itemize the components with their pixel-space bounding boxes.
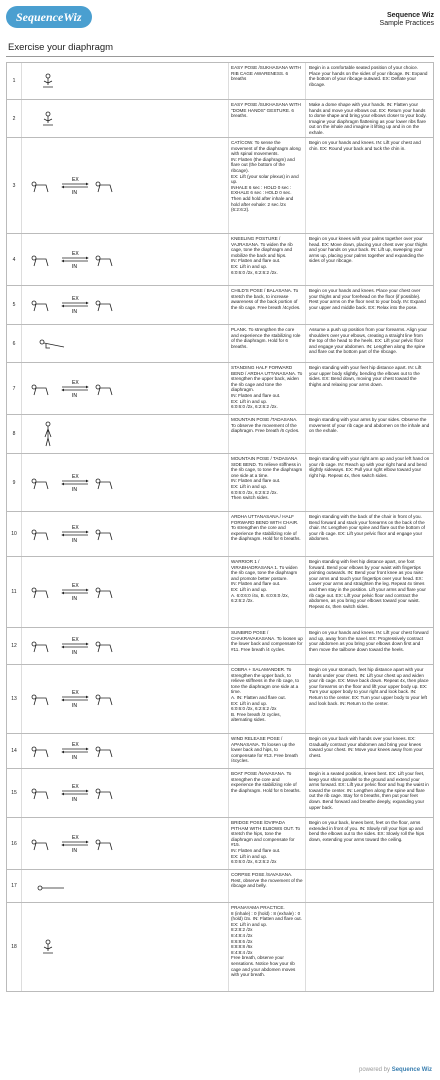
footer <box>359 1067 432 1073</box>
table-row <box>6 627 434 664</box>
side-bend-icon <box>22 454 229 511</box>
table-row <box>6 817 434 869</box>
svg-text:EX: EX <box>72 251 79 257</box>
row-number: 14 <box>7 734 22 768</box>
pose-name: PRANAYAMA PRACTICE. 8 (inhale) : 0 (hold) : 8 (exhale) : 0 (hold) /2x. IN: Flatten and flare out. EX: Lift in and up. 8:2:8:2 /2x 8:4:8:4 /2x 8:6:8:6 /2x 8:8:8:8 /6x 8:4:8:4 /2x Free breath, observe your sensations. Notice how your rib cage and your abdomen moves with your breath. <box>229 903 306 991</box>
svg-text:IN: IN <box>72 755 77 761</box>
pose-name: CHILD'S POSE / BALASANA. To stretch the back, to increase awareness of the back portion of the rib cage. Free breath /4cycles. <box>229 286 306 324</box>
pose-instructions: Assume a push up position from your forearms. Align your shoulders over your elbows, creating a straight line from the top of the head to the heels. EX: Lift your pelvic floor and engage your abdomen. IN: Lengthen along the spine and flare out the bottom part of the ribcage. <box>309 327 429 355</box>
svg-text:IN: IN <box>72 264 77 270</box>
sunbird-icon <box>22 628 229 664</box>
pose-name: STANDING HALF FORWARD BEND / ARDHA UTTANASANA. To strengthen the upper back, widen the rib cage and tone the diaphragm. IN: Flatten and flare out. EX: Lift in and up. 6:0:6:0 /2x, 6:2:6:2 /2x. <box>229 363 306 414</box>
svg-text:EX: EX <box>72 380 79 386</box>
row-number: 1 <box>7 63 22 99</box>
pose-instructions: Begin standing with your arms by your sides. Observe the movement of your rib cage and abdomen on the inhale and on the exhale. <box>309 417 431 434</box>
svg-text:EX: EX <box>72 784 79 790</box>
svg-text:IN: IN <box>72 797 77 803</box>
svg-text:EX: EX <box>72 583 79 589</box>
table-row <box>6 869 434 902</box>
svg-text:EX: EX <box>72 474 79 480</box>
svg-text:IN: IN <box>72 848 77 854</box>
svg-text:EX: EX <box>72 177 79 183</box>
pose-name: WARRIOR 1 / VIRABHADRASANA 1. To widen the rib cage, tone the diaphragm and promote better posture. IN: Flatten and flare out. EX: Lift in and up. A. 6:0:6:0 /4x, B. 6:0:6:0 /2x, 6:2:6:2 /2x. <box>229 557 306 627</box>
row-number: 10 <box>7 512 22 556</box>
svg-text:EX: EX <box>72 742 79 748</box>
svg-text:IN: IN <box>72 650 77 656</box>
table-row <box>6 362 434 414</box>
pose-name: EASY POSE /SUKHASANA WITH RIB CAGE AWARENESS. 6 breaths <box>229 63 306 99</box>
mountain-icon <box>22 415 229 453</box>
svg-text:EX: EX <box>72 296 79 302</box>
practice-table <box>6 62 434 992</box>
row-number: 17 <box>7 870 22 902</box>
pose-instructions <box>306 870 433 902</box>
pose-instructions: Begin on your back, knees bent, feet on the floor, arms extended in front of you. IN: Slowly roll your hips up and bend the elbows out to the sides. EX: Slowly roll the hips down, extending your arms toward the ceiling. <box>309 820 426 842</box>
svg-text:IN: IN <box>72 190 77 196</box>
footer-brand[interactable]: Sequence Wiz <box>391 1067 432 1073</box>
svg-text:EX: EX <box>72 835 79 841</box>
bridge-icon <box>22 818 229 869</box>
cat-cow-icon <box>22 138 229 233</box>
pose-instructions: Begin standing with the back of the chair in front of you. Bend forward and stack your forearms on the back of the chair. IN: Lengthen your spine and flare out the bottom of your rib cage. EX: Lift your pelvic floor and engage your abdomen. <box>309 514 427 542</box>
pose-instructions: Begin on your back with hands over your knees. EX: Gradually contract your abdomen and bring your knees toward your chest. IN: Move your knees away from your chest. <box>309 736 424 758</box>
table-row <box>6 453 434 511</box>
table-row <box>6 768 434 817</box>
pose-name: CAT/COW. To sense the movement of the diaphragm along with spinal movements. IN: Flatten (the diaphragm) and flare out (the bottom of the ribcage). EX: Lift (your solar plexus) in and up. INHALE 6 sec : HOLD 0 sec : EXHALE 6 sec : HOLD 0 sec. Then add hold after inhale and hold after exhale: 2 sec /2x (6:2:6:2). <box>229 138 306 233</box>
table-row <box>6 733 434 768</box>
table-row <box>6 99 434 137</box>
pose-name: KNEELING POSTURE / VAJRASANA. To widen the rib cage, tone the diaphragm and mobilize the back and hips. IN: Flatten and flare out. EX: Lift in and up. 6:0:6:0 /2x, 6:2:6:2 /2x. <box>229 234 306 285</box>
row-number: 8 <box>7 415 22 453</box>
row-number: 6 <box>7 325 22 362</box>
svg-text:IN: IN <box>72 309 77 315</box>
pose-name: WIND RELEASE POSE / APANASANA. To loosen up the lower back and hips, to compensate for #13. Free breath /4cycles. <box>229 734 306 768</box>
pose-instructions: Begin standing with your right arm up and your left hand on your rib cage. IN: Reach up with your right hand and bend slightly sideways. EX: Pull your right elbow toward your right hip. Repeat 4x, then switch sides. <box>309 456 431 478</box>
pose-name: BOAT POSE /NAVASANA. To strengthen the core and experience the stabilizing role of the diaphragm. Hold for 6 breaths. <box>229 769 306 817</box>
svg-text:EX: EX <box>72 525 79 531</box>
pose-name: COBRA + SALAMANDER. To strengthen the upper back, to relieve stiffness in the rib cage, to tone the diaphragm one side at a time. A. IN: Flatten and flare out. EX: Lift in and up. 6:0:6:0 /2x, 6:2:6:2 /2x B. Free breath /2 cycles, alternating sides. <box>229 665 306 733</box>
header <box>0 0 440 36</box>
brand-title: Sequence Wiz <box>386 12 434 19</box>
pose-instructions: Begin on your knees with your palms together over your head. EX: Move down, placing your chest over your thighs and your hands on your back. IN: Lift up, sweeping your arms up, placing your palms together and expanding the sides of your ribcage. <box>309 236 429 264</box>
pose-instructions: Begin in a comfortable seated position of your choice. Place your hands on the sides of your ribcage. IN: Expand the bottom of your ribcage outward. EX: Deflate your ribcage. <box>309 65 429 87</box>
warrior-icon <box>22 557 229 627</box>
seated-figure-icon <box>22 63 229 99</box>
row-number: 3 <box>7 138 22 233</box>
pose-name: PLANK. To strengthen the core and experience the stabilizing role of the diaphragm. Hold for 6 breaths. <box>229 325 306 362</box>
pose-instructions <box>306 903 433 991</box>
table-row <box>6 664 434 733</box>
child-pose-icon <box>22 286 229 324</box>
kneeling-icon <box>22 234 229 285</box>
forward-bend-icon <box>22 363 229 414</box>
row-number: 7 <box>7 363 22 414</box>
cobra-icon <box>22 665 229 733</box>
pose-instructions: Begin on your hands and knees. Place your chest over your thighs and your forehead on the floor (if possible). Rest your arms on the floor next to your body. IN: Expand your upper and middle back. EX: Relax into the pose. <box>309 288 428 310</box>
row-number: 13 <box>7 665 22 733</box>
corpse-icon <box>22 870 229 902</box>
table-row <box>6 62 434 99</box>
row-number: 15 <box>7 769 22 817</box>
svg-text:IN: IN <box>72 538 77 544</box>
table-row <box>6 324 434 362</box>
svg-text:IN: IN <box>72 393 77 399</box>
pose-name: MOUNTAIN POSE /TADASANA. To observe the movement of the diaphragm. Free breath /6 cycles. <box>229 415 306 453</box>
table-row <box>6 233 434 285</box>
row-number: 4 <box>7 234 22 285</box>
pose-instructions: Begin is a seated position, knees bent. EX: Lift your feet, keep your shins parallel to the ground and extend your arms forward. EX: Lift your pelvic floor and hug the waist in toward the center. IN: Lengthen along the spine and flare out the rib cage. Stay for 6 breaths, then put your feet down. Bend forward and breathe deeply, expanding your upper back. <box>309 771 431 810</box>
pose-name: CORPSE POSE /SAVASANA. Rest, observe the movement of the ribcage and belly. <box>229 870 306 902</box>
wind-release-icon <box>22 734 229 768</box>
table-row <box>6 137 434 233</box>
row-number: 11 <box>7 557 22 627</box>
svg-text:IN: IN <box>72 487 77 493</box>
pose-name: BRIDGE POSE /DVIPADA PITHAM WITH ELBOWS OUT. To stretch the hips, tone the diaphragm and compensate for #15. IN: Flatten and flare out. EX: Lift in and up. 6:0:6:0 /2x, 6:2:6:2 /2x <box>229 818 306 869</box>
row-number: 18 <box>7 903 22 991</box>
svg-text:IN: IN <box>72 703 77 709</box>
pose-instructions: Begin standing with your feet hip distance apart. IN: Lift your upper body slightly, bending the elbows out to the sides. EX: Bend down, moving your chest toward the thighs and relaxing your arms down. <box>309 365 423 387</box>
boat-icon <box>22 769 229 817</box>
sequencewiz-logo[interactable]: SequenceWiz <box>6 6 92 28</box>
row-number: 16 <box>7 818 22 869</box>
chair-icon <box>22 512 229 556</box>
footer-prefix: powered by <box>359 1067 391 1073</box>
pose-name: SUNBIRD POSE / CHAKRAVAKASANA. To loosen up the lower back and compensate for #11. Free breath /4 cycles. <box>229 628 306 664</box>
row-number: 2 <box>7 100 22 137</box>
pose-instructions: Begin on your hands and knees. IN: Lift your chest forward and up, away from the navel. EX: Progressively contract your abdomen as you bring your elbows down first and then move the tailbone down toward the heels. <box>309 630 430 652</box>
pose-name: EASY POSE /SUKHASANA WITH "DOME HANDS" GESTURE. 6 breaths. <box>229 100 306 137</box>
plank-icon <box>22 325 229 362</box>
table-row <box>6 902 434 992</box>
table-row <box>6 556 434 627</box>
table-row <box>6 511 434 556</box>
seated-figure-icon <box>22 903 229 991</box>
svg-text:EX: EX <box>72 637 79 643</box>
row-number: 5 <box>7 286 22 324</box>
divider <box>6 56 434 57</box>
pose-instructions: Begin standing with feet hip distance apart, one foot forward. Bend your elbows by your waist with fingertips pointing outwards. IN: Bend your front knee as you raise your arms and touch your fingertips over your head. EX: Lower your arms and straighten the leg. Repeat 4x times and then stay in the position. Lift your arms and flare your rib cage out. EX: Lift your pelvic floor and contract the abdomen, as you bring your elbows toward your waist. Repeat 4x, then switch sides. <box>309 559 428 609</box>
pose-instructions: Begin on your hands and knees. IN: Lift your chest and chin. EX: Round your back and tuck the chin in. <box>309 140 423 151</box>
pose-name: ARDHA UTTANASANA / HALF FORWARD BEND WITH CHAIR. To strengthen the core and experience the stabilizing role of the diaphragm. Hold for 6 breaths. <box>229 512 306 556</box>
row-number: 12 <box>7 628 22 664</box>
pose-instructions: Begin on your stomach, feet hip distance apart with your hands under your chest. IN: Lift your chest up and widen your rib cage. EX: Move back down. Repeat 4x, then place your forearms on the floor and lift your upper body up. EX: Turn your upper body to your right and look back. IN: Return to the center. EX: Turn your upper body to your left and look back. IN: Return to the center. <box>309 667 430 706</box>
svg-text:EX: EX <box>72 690 79 696</box>
brand-subtitle: Sample Practices <box>379 20 434 27</box>
page-title: Exercise your diaphragm <box>8 42 114 53</box>
svg-text:IN: IN <box>72 596 77 602</box>
table-row <box>6 414 434 453</box>
row-number: 9 <box>7 454 22 511</box>
pose-instructions: Make a dome shape with your hands. IN: Flatten your hands and move your elbows out. EX: Return your hands to dome shape and bring your elbows closer to your body. Imagine your diaphragm flattening as your lower ribs flare out on the inhale and imagine it lifting up and in on the exhale. <box>309 102 428 135</box>
table-row <box>6 285 434 324</box>
pose-name: MOUNTAIN POSE / TADASANA SIDE BEND. To relieve stiffness in the rib cage, to tone the diaphragm one side at a time. IN: Flatten and flare out. EX: Lift in and up. 6:0:6:0 /2x, 6:2:6:2 /2x. Then switch sides. <box>229 454 306 511</box>
seated-figure-icon <box>22 100 229 137</box>
